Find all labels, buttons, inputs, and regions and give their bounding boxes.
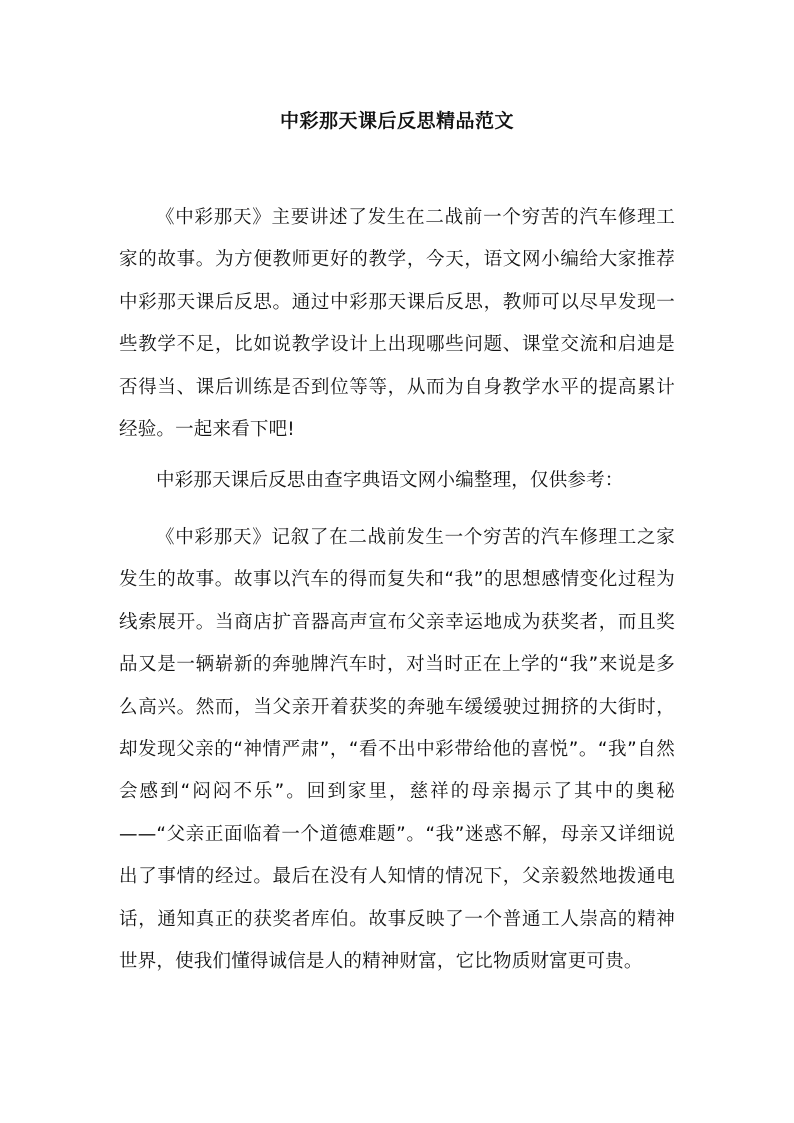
paragraph-reflection: 《中彩那天》记叙了在二战前发生一个穷苦的汽车修理工之家发生的故事。故事以汽车的得而复失和“我”的思想感情变化过程为线索展开。当商店扩音器高声宣布父亲幸运地成为获奖者，而且奖品又是一辆崭新的奔驰牌汽车时，对当时正在上学的“我”来说是多么高兴。然而，当父亲开着获奖的奔驰车缓缓驶过拥挤的大街时，却发现父亲的“神情严肃”，“看不出中彩带给他的喜悦”。“我”自然会感到“闷闷不乐”。回到家里，慈祥的母亲揭示了其中的奥秘——“父亲正面临着一个道德难题”。“我”迷惑不解，母亲又详细说出了事情的经过。最后在没有人知情的情况下，父亲毅然地拨通电话，通知真正的获奖者库伯。故事反映了一个普通工人崇高的精神世界，使我们懂得诚信是人的精神财富，它比物质财富更可贵。: [119, 527, 675, 973]
document-title: 中彩那天课后反思精品范文: [279, 110, 514, 132]
paragraph-source-note: 中彩那天课后反思由查字典语文网小编整理，仅供参考：: [156, 470, 624, 491]
paragraph-intro: 《中彩那天》主要讲述了发生在二战前一个穷苦的汽车修理工家的故事。为方便教师更好的教学，今天，语文网小编给大家推荐中彩那天课后反思。通过中彩那天课后反思，教师可以尽早发现一些教学不足，比如说教学设计上出现哪些问题、课堂交流和启迪是否得当、课后训练是否到位等等，从而为自身教学水平的提高累计经验。一起来看下吧!: [119, 207, 675, 441]
